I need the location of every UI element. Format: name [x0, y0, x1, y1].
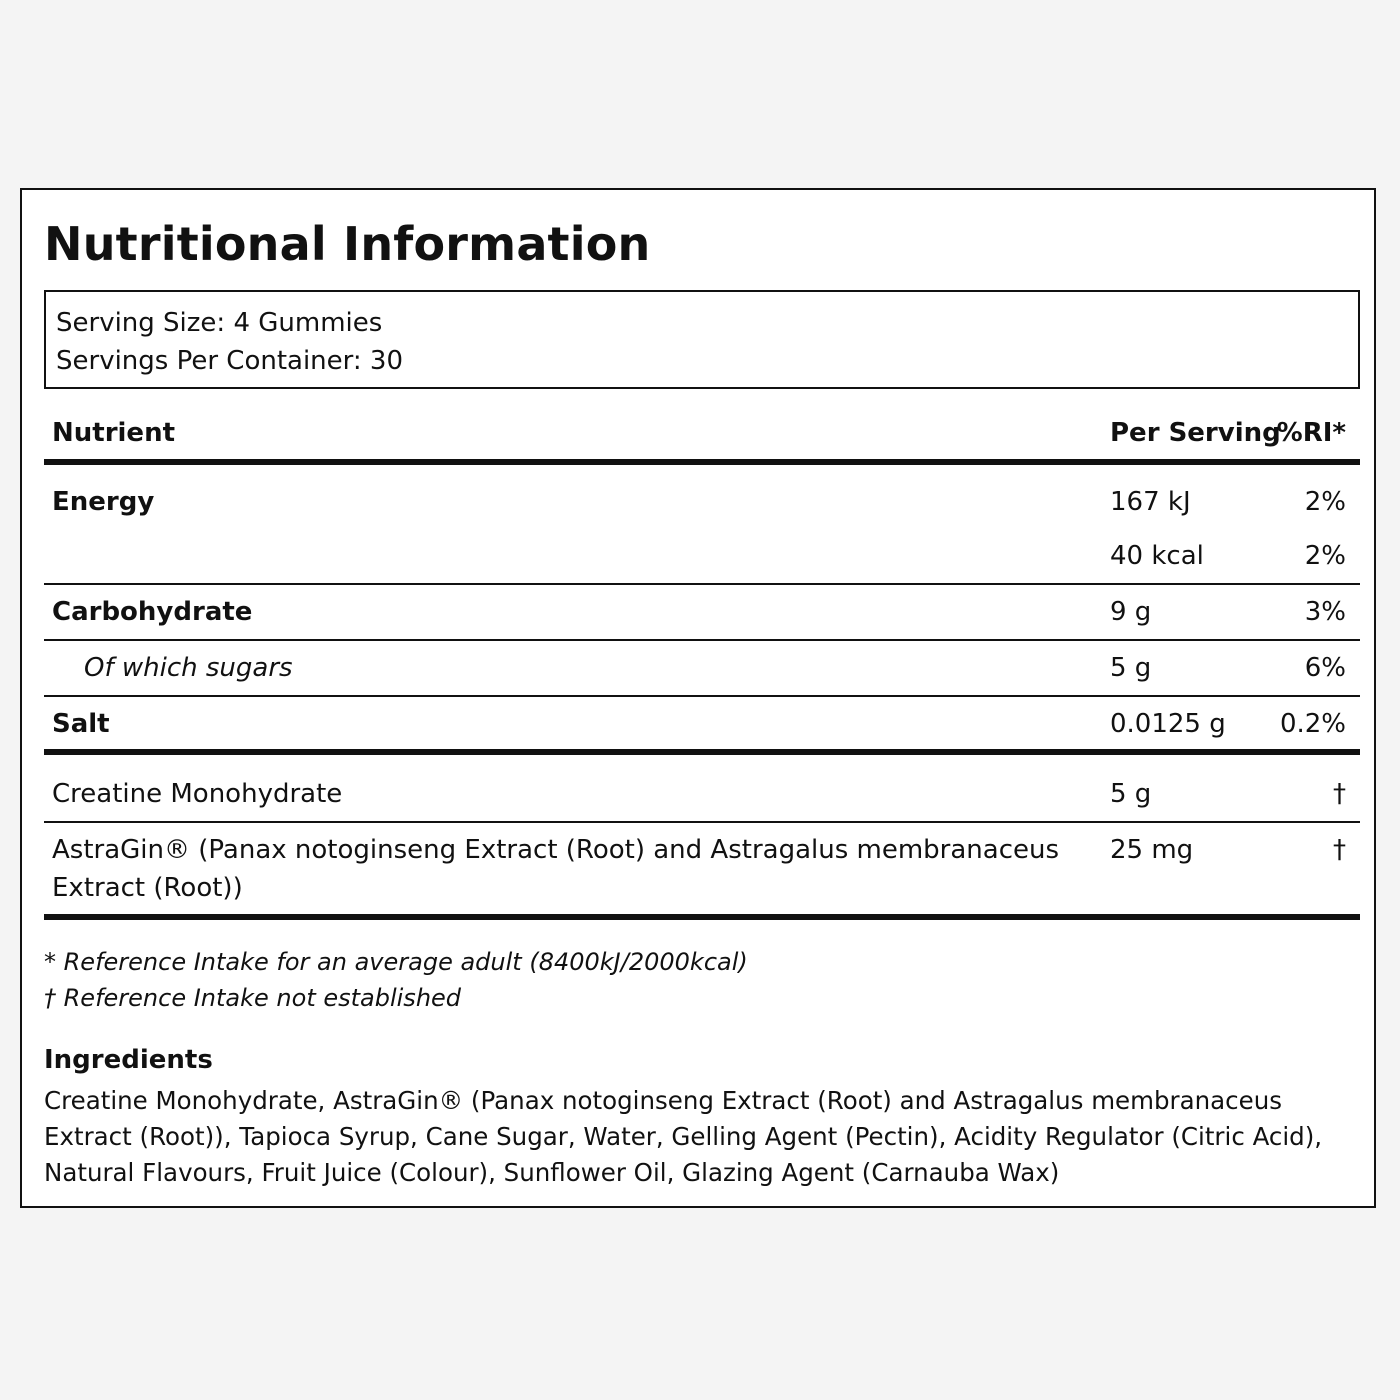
- nutrient-ri: 0.2%: [1279, 709, 1346, 739]
- nutrient-name: Salt: [52, 709, 110, 739]
- nutrition-panel: [20, 188, 1376, 1208]
- nutrient-name: Creatine Monohydrate: [52, 779, 343, 809]
- nutrient-name: AstraGin® (Panax notoginseng Extract (Root) and Astragalus membranaceus Extract (Root)): [52, 835, 1060, 903]
- row-divider: [44, 583, 1360, 585]
- servings-per-container: Servings Per Container: 30: [56, 346, 404, 376]
- row-divider: [44, 695, 1360, 697]
- nutrient-amount: 5 g: [1110, 653, 1152, 683]
- header-ri: %RI*: [1276, 418, 1346, 448]
- row-divider: [44, 639, 1360, 641]
- nutrient-amount: 5 g: [1110, 779, 1152, 809]
- ingredients-title: Ingredients: [44, 1045, 213, 1075]
- serving-info-box: [44, 290, 1360, 389]
- nutrient-name: Carbohydrate: [52, 597, 253, 627]
- nutrient-ri: 6%: [1304, 653, 1346, 683]
- nutrient-ri: 2%: [1304, 487, 1346, 517]
- header-nutrient: Nutrient: [52, 418, 176, 448]
- footnote-not-established: † Reference Intake not established: [44, 984, 462, 1012]
- footnote-ri: * Reference Intake for an average adult (8400kJ/2000kcal): [44, 948, 748, 976]
- nutrient-amount: 167 kJ: [1110, 487, 1191, 517]
- header-per-serving: Per Serving: [1110, 418, 1281, 448]
- nutrient-ri: †: [1333, 835, 1346, 865]
- ingredients-text: Creatine Monohydrate, AstraGin® (Panax notoginseng Extract (Root) and Astragalus membranaceus Extract (Root)), Tapioca Syrup, Cane Sugar, Water, Gelling Agent (Pectin), Acidity Regulator (Citric Acid), Natural Flavours, Fruit Juice (Colour), Sunflower Oil, Glazing Agent (Carnauba Wax): [44, 1086, 1323, 1187]
- nutrient-amount: 9 g: [1110, 597, 1152, 627]
- nutrient-ri: 2%: [1304, 541, 1346, 571]
- table-bottom-divider: [44, 914, 1360, 920]
- nutrient-name: Of which sugars: [84, 653, 293, 683]
- header-divider: [44, 459, 1360, 465]
- page-title: Nutritional Information: [44, 217, 651, 271]
- nutrient-name: Energy: [52, 487, 155, 517]
- nutrient-amount: 0.0125 g: [1110, 709, 1226, 739]
- section-divider: [44, 749, 1360, 755]
- row-divider: [44, 821, 1360, 823]
- nutrient-amount: 25 mg: [1110, 835, 1194, 865]
- serving-size: Serving Size: 4 Gummies: [56, 308, 383, 338]
- nutrient-amount: 40 kcal: [1110, 541, 1204, 571]
- nutrient-ri: †: [1333, 779, 1346, 809]
- nutrient-ri: 3%: [1304, 597, 1346, 627]
